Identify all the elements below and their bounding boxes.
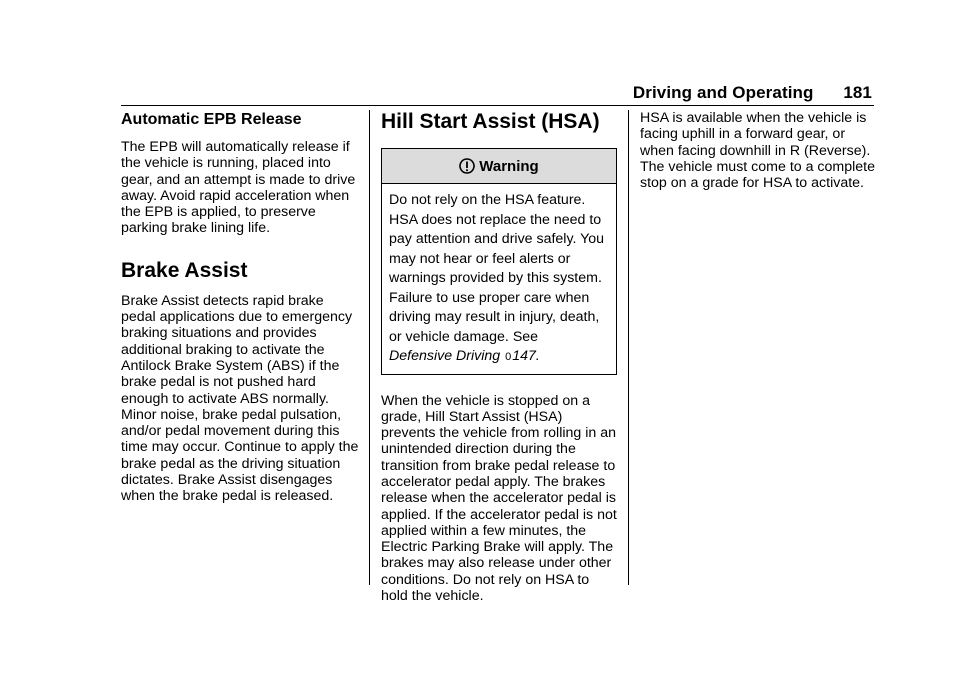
warning-box — [381, 148, 617, 375]
paragraph-hill-start-assist: When the vehicle is stopped on a grade, Hill Start Assist (HSA) prevents the vehicle from rolling in an unintended direction during the transition from brake pedal release to accelerator pedal apply. The brakes release when the accelerator pedal is applied. If the accelerator pedal is not applied within a few minutes, the Electric Parking Brake will apply. The brakes may also release under other conditions. Do not rely on HSA to hold the vehicle. — [381, 392, 617, 605]
heading-automatic-epb-release: Automatic EPB Release — [121, 111, 302, 128]
column-middle — [381, 110, 617, 604]
column-divider-right — [628, 110, 629, 585]
page-number: 181 — [843, 83, 872, 102]
column-right — [640, 110, 876, 191]
heading-hill-start-assist: Hill Start Assist (HSA) — [381, 110, 600, 133]
paragraph-automatic-epb-release: The EPB will automatically release if the vehicle is running, placed into gear, and an attempt is made to drive away. Avoid rapid acceleration when the EPB is applied, to preserve parking brake lining life. — [121, 139, 356, 237]
reference-link-defensive-driving[interactable]: Defensive Driving — [389, 348, 501, 364]
paragraph-brake-assist: Brake Assist detects rapid brake pedal applications due to emergency braking situations and provides additional braking to activate the Antilock Brake System (ABS) if the brake pedal is not pushed hard enough to activate ABS normally. Minor noise, brake pedal pulsation, and/or pedal movement during this time may occur. Continue to apply the brake pedal as the driving situation dictates. Brake Assist disengages when the brake pedal is released. — [121, 292, 359, 505]
heading-brake-assist: Brake Assist — [121, 258, 248, 282]
reference-page-number: 147. — [512, 348, 540, 364]
warning-icon — [459, 158, 475, 174]
running-head — [633, 83, 872, 103]
warning-body — [382, 184, 616, 374]
column-divider-left — [369, 110, 370, 585]
warning-header — [382, 149, 616, 184]
warning-text: Do not rely on the HSA feature. HSA does not replace the need to pay attention and drive safely. You may not hear or feel alerts or warnings provided by this system. Failure to use proper care when driving may result in injury, death, or vehicle damage. See — [389, 192, 605, 345]
header-rule — [121, 105, 874, 106]
page-reference-arrow-icon: 0 — [505, 351, 512, 363]
section-title: Driving and Operating — [632, 83, 814, 102]
warning-title: Warning — [479, 157, 539, 175]
paragraph-hsa-availability: HSA is available when the vehicle is facing uphill in a forward gear, or when facing downhill in R (Reverse). The vehicle must come to a complete stop on a grade for HSA to activate. — [640, 110, 875, 192]
column-left — [121, 110, 361, 505]
